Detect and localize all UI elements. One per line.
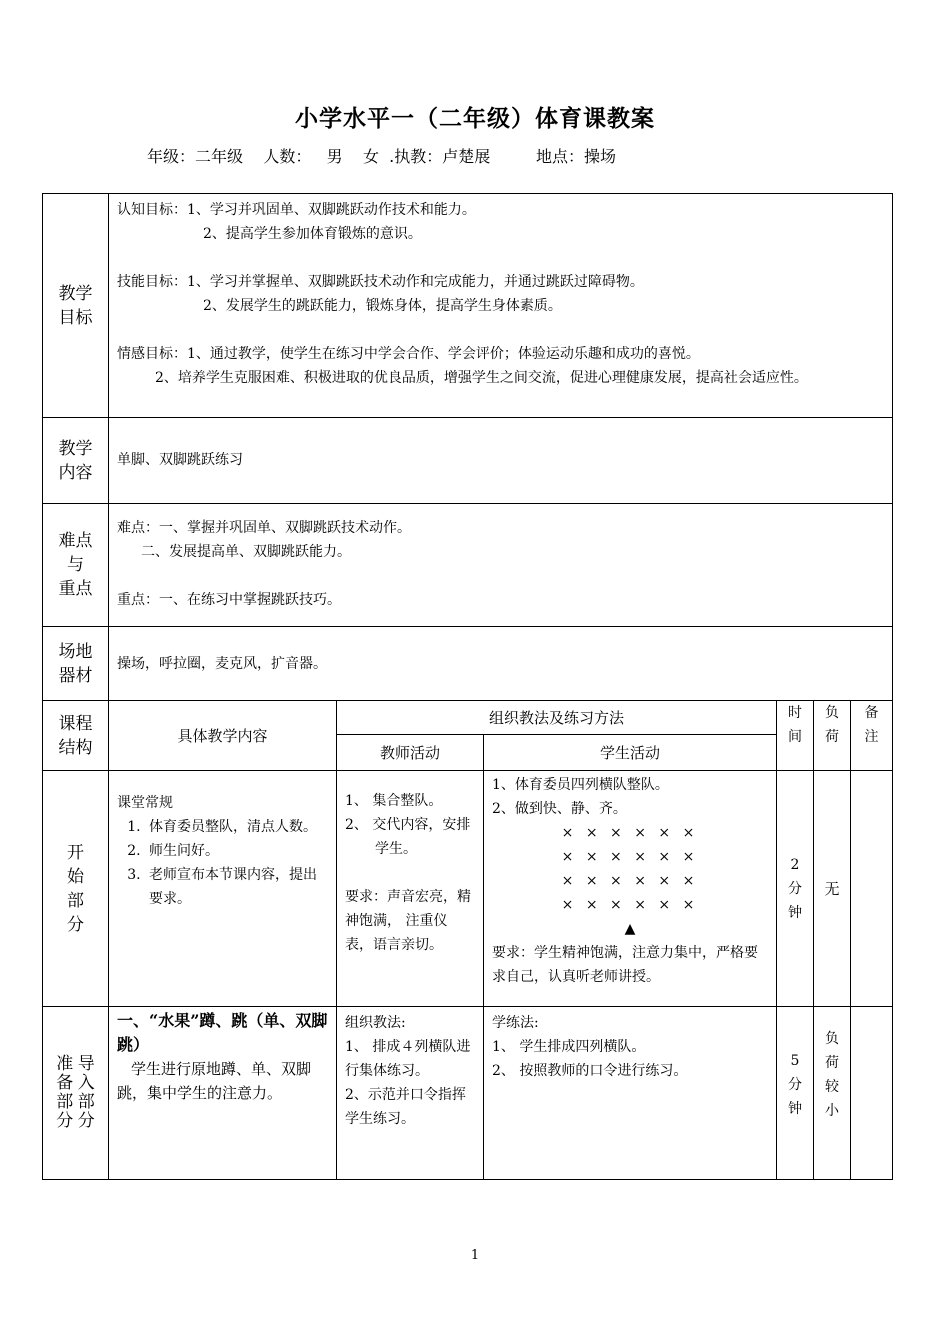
start-teacher-requirement: 要求：声音宏亮，精神饱满， 注重仪表，语言亲切。	[345, 889, 471, 953]
start-content-title: 课堂常规	[117, 795, 173, 811]
teacher-marker-icon: ▲	[624, 921, 636, 937]
prep-content-title: 一、“水果”蹲、跳（单、双脚跳）	[117, 1011, 328, 1054]
difficulty-1: 难点：一、掌握并巩固单、双脚跳跃技术动作。	[117, 520, 411, 536]
prep-time: 5 分 钟	[777, 1007, 814, 1180]
start-teacher-2: 2、 交代内容，安排学生。	[345, 817, 471, 857]
prep-teacher-2: 2、示范并口令指挥学生练习。	[345, 1087, 466, 1127]
header-structure: 课程 结构	[43, 701, 109, 771]
prep-section-row	[43, 1007, 893, 1180]
page-number: 1	[470, 1248, 480, 1263]
header-student: 学生活动	[484, 735, 777, 771]
header-time: 时 间	[777, 701, 814, 771]
prep-student	[484, 1007, 777, 1180]
header-note: 备 注	[851, 701, 893, 771]
formation-row: × × × × × ×	[561, 873, 699, 889]
objectives-cell	[109, 194, 893, 418]
content-label: 教学 内容	[43, 418, 109, 504]
header-row-1	[43, 701, 893, 735]
start-note	[851, 771, 893, 1007]
header-content: 具体教学内容	[109, 701, 337, 771]
prep-load: 负 荷 较 小	[814, 1007, 851, 1180]
prep-label-inner: 导 入 部 分	[77, 1054, 95, 1131]
skill-goal-1: 技能目标：1、学习并掌握单、双脚跳跃技术动作和完成能力，并通过跳跃过障碍物。	[117, 274, 644, 290]
start-load: 无	[814, 771, 851, 1007]
equipment-row	[43, 627, 893, 701]
start-section-row	[43, 771, 893, 1007]
document-subtitle: 年级：二年级 人数： 男 女 .执教：卢楚展 地点：操场	[147, 147, 616, 166]
cognitive-goal-2: 2、提高学生参加体育锻炼的意识。	[203, 226, 422, 242]
prep-teacher	[337, 1007, 484, 1180]
prep-content	[109, 1007, 337, 1180]
formation-row: × × × × × ×	[561, 849, 699, 865]
prep-label-outer: 准 备 部 分	[56, 1054, 74, 1131]
start-student-2: 2、做到快、静、齐。	[492, 801, 627, 817]
formation-row: × × × × × ×	[561, 897, 699, 913]
key-point-1: 重点：一、在练习中掌握跳跃技巧。	[117, 592, 341, 608]
start-content	[109, 771, 337, 1007]
prep-student-2: 2、 按照教师的口令进行练习。	[492, 1063, 688, 1079]
cognitive-goal-1: 认知目标：1、学习并巩固单、双脚跳跃动作技术和能力。	[117, 202, 476, 218]
equipment-label: 场地 器材	[43, 627, 109, 701]
difficulty-label: 难点 与 重点	[43, 504, 109, 627]
difficulty-2: 二、发展提高单、双脚跳跃能力。	[141, 544, 351, 560]
prep-teacher-1: 1、 排成４列横队进行集体练习。	[345, 1039, 471, 1079]
start-content-item: 2. 师生问好。	[145, 839, 328, 863]
objectives-label: 教学 目标	[43, 194, 109, 418]
prep-label	[43, 1007, 109, 1180]
start-teacher	[337, 771, 484, 1007]
emotion-goal-1: 情感目标：1、通过教学，使学生在练习中学会合作、学会评价；体验运动乐趣和成功的喜悦。	[117, 346, 700, 362]
objectives-row	[43, 194, 893, 418]
prep-content-text: 学生进行原地蹲、单、双脚跳，集中学生的注意力。	[117, 1060, 312, 1102]
prep-student-title: 学练法:	[492, 1015, 539, 1031]
start-label: 开 始 部 分	[43, 771, 109, 1007]
start-content-item: 1. 体育委员整队，清点人数。	[145, 815, 328, 839]
header-load: 负 荷	[814, 701, 851, 771]
equipment-text: 操场，呼拉圈，麦克风，扩音器。	[109, 627, 893, 701]
start-student-1: 1、体育委员四列横队整队。	[492, 777, 669, 793]
prep-student-1: 1、 学生排成四列横队。	[492, 1039, 646, 1055]
start-student	[484, 771, 777, 1007]
difficulty-cell	[109, 504, 893, 627]
start-teacher-1: 1、 集合整队。	[345, 793, 443, 809]
start-content-item: 3. 老师宣布本节课内容，提出要求。	[145, 863, 328, 911]
start-student-requirement: 要求：学生精神饱满，注意力集中，严格要求自己，认真听老师讲授。	[492, 945, 758, 985]
difficulty-row	[43, 504, 893, 627]
header-teacher: 教师活动	[337, 735, 484, 771]
skill-goal-2: 2、发展学生的跳跃能力，锻炼身体，提高学生身体素质。	[203, 298, 562, 314]
emotion-goal-2: 2、培养学生克服困难、积极进取的优良品质，增强学生之间交流，促进心理健康发展，提高社会适应性。	[155, 370, 808, 386]
start-time: 2 分 钟	[777, 771, 814, 1007]
lesson-plan-table	[42, 193, 893, 1180]
prep-teacher-title: 组织教法:	[345, 1015, 406, 1031]
header-method: 组织教法及练习方法	[337, 701, 777, 735]
content-text: 单脚、双脚跳跃练习	[109, 418, 893, 504]
content-row	[43, 418, 893, 504]
prep-note	[851, 1007, 893, 1180]
start-content-list	[117, 815, 328, 911]
document-title: 小学水平一（二年级）体育课教案	[295, 105, 655, 132]
formation-row: × × × × × ×	[561, 825, 699, 841]
